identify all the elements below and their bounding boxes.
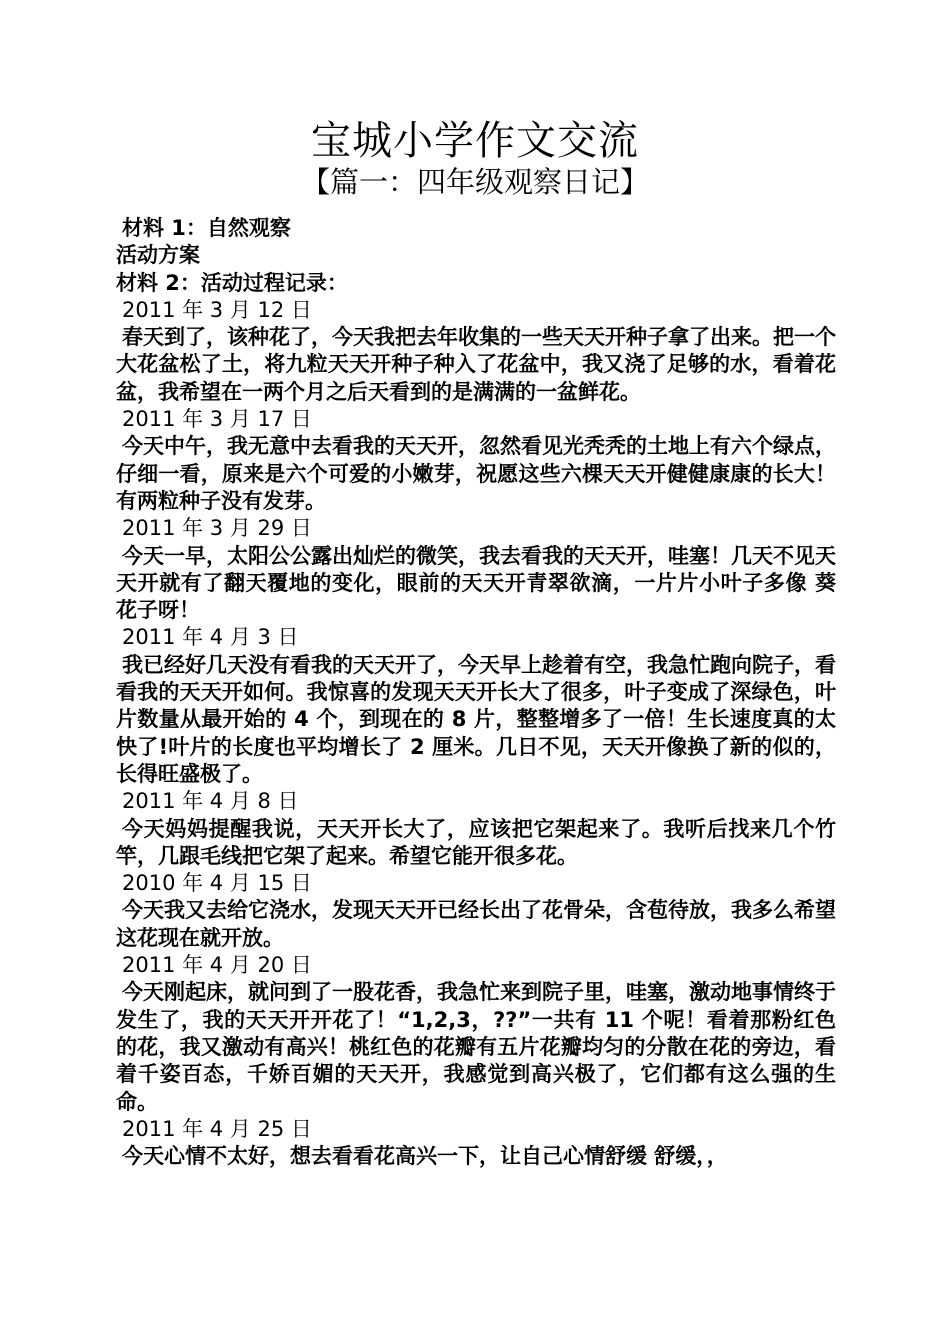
entry-date: 2011 年 4 月 25 日 (122, 1116, 312, 1141)
document-body (116, 215, 836, 1170)
entry-text: 今天一早，太阳公公露出灿烂的微笑，我去看我的天天开，哇塞！几天不见天天开就有了翻天覆地的变化，眼前的天天开青翠欲滴，一片片小叶子多像 葵花子呀！ (116, 543, 836, 623)
entry-text: 今天中午，我无意中去看我的天天开，忽然看见光秃秃的土地上有六个绿点，仔细一看，原来是六个可爱的小嫩芽，祝愿这些六棵天天开健健康康的长大！有两粒种子没有发芽。 (116, 434, 836, 513)
entry-date: 2011 年 3 月 29 日 (122, 516, 312, 541)
entry-date: 2010 年 4 月 15 日 (122, 871, 312, 896)
entry-text: 今天我又去给它浇水，发现天天开已经长出了花骨朵，含苞待放，我多么希望这花现在就开放。 (116, 898, 836, 950)
entry-text: 今天妈妈提醒我说，天天开长大了，应该把它架起来了。我听后找来几个竹竿，几跟毛线把它架了起来。希望它能开很多花。 (116, 816, 836, 868)
entry-date: 2011 年 4 月 3 日 (122, 625, 299, 650)
heading-material-2: 材料 2：活动过程记录： (116, 270, 348, 295)
entry-text: 我已经好几天没有看我的天天开了，今天早上趁着有空，我急忙跑向院子，看看我的天天开如何。我惊喜的发现天天开长大了很多，叶子变成了深绿色，叶片数量从最开始的 4 个，到现在的 8 片，整整增多了一倍！生长速度真的太快了!叶片的长度也平均增长了 2 厘米。几日不见，天天开像换了新的似的，长得旺盛极了。 (116, 652, 836, 786)
entry-date: 2011 年 4 月 8 日 (122, 789, 299, 814)
entry-date: 2011 年 3 月 12 日 (122, 297, 312, 322)
document-title: 宝城小学作文交流 (311, 118, 639, 164)
document-subtitle: 【篇一：四年级观察日记】 (300, 165, 649, 199)
entry-text: 今天心情不太好，想去看看花高兴一下，让自己心情舒缓 舒缓，， (122, 1144, 728, 1169)
entry-date: 2011 年 3 月 17 日 (122, 407, 312, 432)
heading-material-1: 材料 1：自然观察 (122, 216, 291, 240)
entry-date: 2011 年 4 月 20 日 (122, 953, 312, 978)
entry-text: 今天刚起床，就问到了一股花香，我急忙来到院子里，哇塞，激动地事情终于发生了，我的天天开开花了！“1,2,3，??”一共有 11 个呢！看着那粉红色的花，我又激动有高兴！桃红色的花瓣有五片花瓣均匀的分散在花的旁边，看着千姿百态，千娇百媚的天天开，我感觉到高兴极了，它们都有这么强的生命。 (116, 980, 836, 1114)
heading-activity-plan: 活动方案 (116, 243, 200, 268)
entry-text: 春天到了，该种花了，今天我把去年收集的一些天天开种子拿了出来。把一个大花盆松了土，将九粒天天开种子种入了花盆中，我又浇了足够的水，看着花盆，我希望在一两个月之后天看到的是满满的一盆鲜花。 (116, 325, 836, 404)
